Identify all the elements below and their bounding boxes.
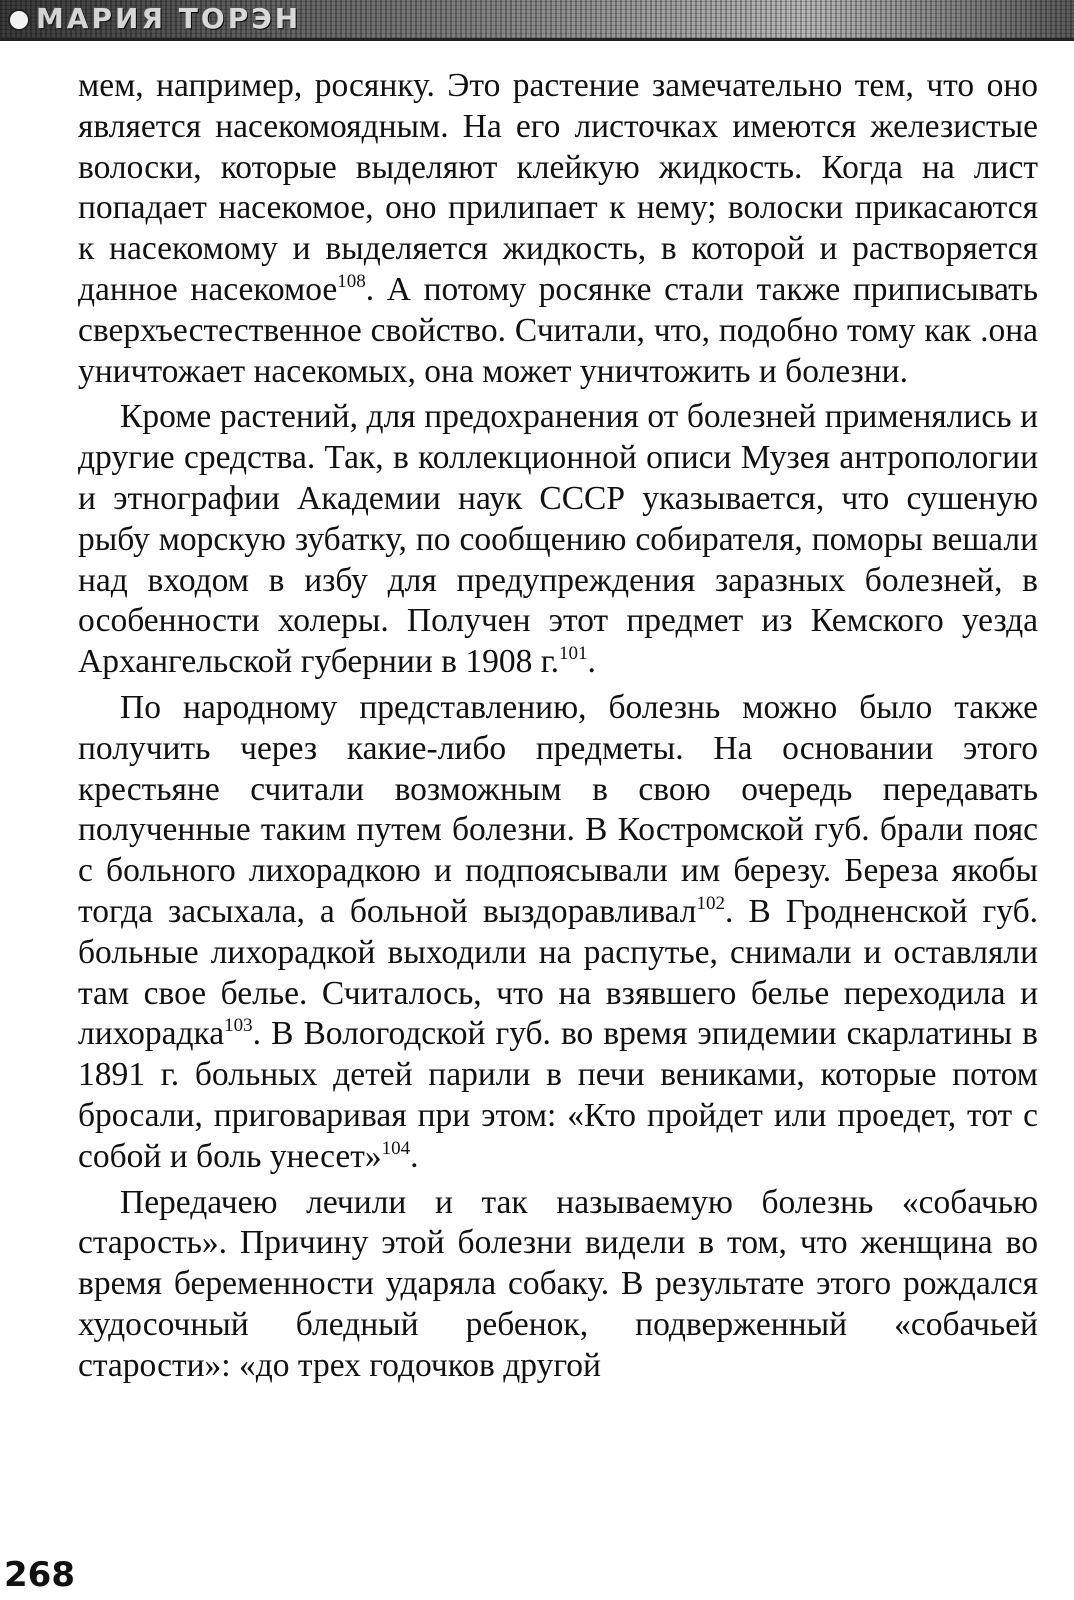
paragraph-2 bbox=[78, 397, 1038, 683]
text-segment: мем, например, росянку. Это растение замечательно тем, что оно является насекомоядным. На его листочках имеются железистые волоски, которые выделяют клейкую жидкость. Когда на лист попадает насекомое, оно прилипает к нему; волоски прикасаются к насекомому и выделяется жидкость, в которой и растворяется данное насекомое bbox=[78, 67, 1038, 308]
text-segment: Кроме растений, для предохранения от болезней применялись и другие средства. Так, в коллекционной описи Музея антропологии и этнографии Академии наук СССР указывается, что сушеную рыбу морскую зубатку, по сообщению собирателя, поморы вешали над входом в избу для предупреждения заразных болезней, в особенности холеры. Получен этот предмет из Кемского уезда Архангельской губернии в 1908 г. bbox=[78, 398, 1038, 681]
body-text bbox=[78, 66, 1038, 1387]
footnote-ref-102: 102 bbox=[696, 892, 725, 914]
page-number: 268 bbox=[4, 1555, 75, 1595]
text-segment: . В Вологодской губ. во время эпидемии скарлатины в 1891 г. больных детей парили в печи вениками, которые потом бросали, приговаривая при этом: «Кто пройдет или проедет, тот с собой и боль унесет» bbox=[78, 1015, 1038, 1175]
footnote-ref-108: 108 bbox=[337, 270, 366, 292]
text-segment: . А потому росянке стали также приписывать сверхъестественное свойство. Считали, что, подобно тому как .она уничтожает насекомых, она может уничтожить и болезни. bbox=[78, 270, 1039, 390]
footnote-ref-103: 103 bbox=[224, 1015, 253, 1037]
paragraph-4 bbox=[78, 1183, 1038, 1387]
paragraph-1 bbox=[78, 66, 1038, 392]
header-bullet-icon bbox=[8, 9, 30, 31]
text-segment: . bbox=[587, 643, 596, 681]
text-segment: . В Гродненской губ. больные лихорадкой выходили на распутье, снимали и оставляли там свое белье. Считалось, что на взявшего белье переходила и лихорадка bbox=[78, 892, 1039, 1053]
text-segment: По народному представлению, болезнь можно было также получить через какие-либо предметы. На основании этого крестьяне считали возможным в свою очередь передавать полученные таким путем болезни. В Костромской губ. брали пояс с больного лихорадкою и подпоясывали им березу. Береза якобы тогда засыхала, а больной выздоравливал bbox=[78, 688, 1038, 930]
text-segment: Передачею лечили и так называемую болезнь «собачью старость». Причину этой болезни видели в том, что женщина во время беременности ударяла собаку. В результате этого рождался худосочный бледный ребенок, подверженный «собачьей старости»: «до трех годочков другой bbox=[78, 1183, 1038, 1384]
text-segment: . bbox=[410, 1137, 419, 1175]
running-header-title: МАРИЯ ТОРЭН bbox=[36, 2, 302, 35]
running-header bbox=[0, 0, 1074, 41]
footnote-ref-104: 104 bbox=[381, 1137, 411, 1159]
footnote-ref-101: 101 bbox=[559, 643, 588, 665]
paragraph-3 bbox=[78, 688, 1038, 1178]
